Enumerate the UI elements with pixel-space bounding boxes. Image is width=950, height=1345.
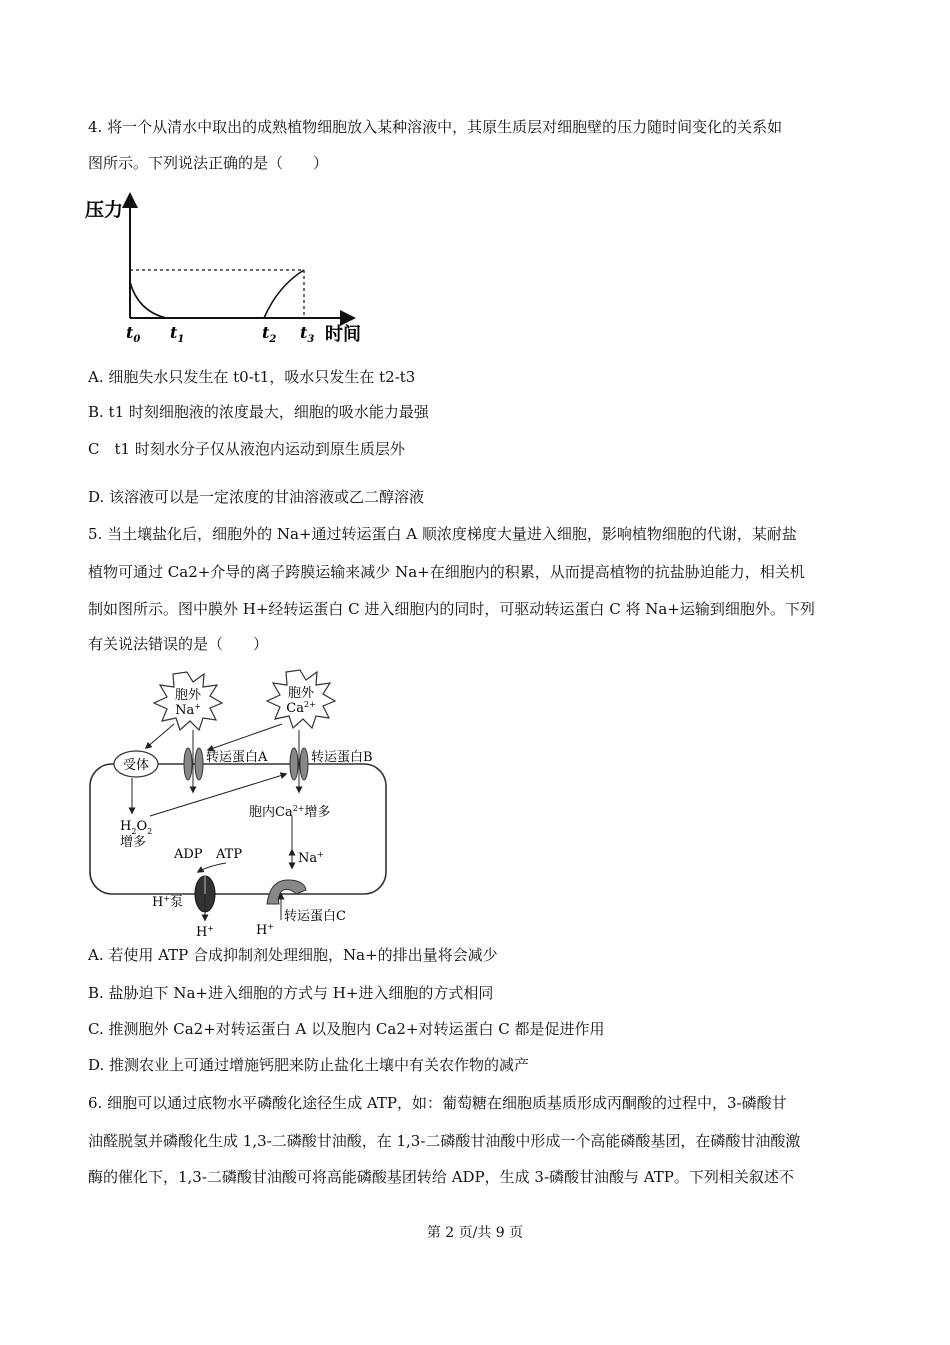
atp-label: ATP [216,847,243,862]
q5-option-c: C. 推测胞外 Ca2+对转运蛋白 A 以及胞内 Ca2+对转运蛋白 C 都是促进作用 [88,1020,605,1038]
q6-stem-line-2: 油醛脱氢并磷酸化生成 1,3-二磷酸甘油酸，在 1,3-二磷酸甘油酸中形成一个高能磷酸基团，在磷酸甘油酸激 [88,1132,801,1150]
q5-option-b: B. 盐胁迫下 Na+进入细胞的方式与 H+进入细胞的方式相同 [88,984,494,1002]
q4-stem-line-1: 4. 将一个从清水中取出的成熟植物细胞放入某种溶液中，其原生质层对细胞壁的压力随时间变化的关系如 [88,118,783,136]
outside-ca-label-2: $Ca^{2+}$ [286,700,316,716]
q5-stem-line-1: 5. 当土壤盐化后，细胞外的 Na+通过转运蛋白 A 顺浓度梯度大量进入细胞，影响植物细胞的代谢，某耐盐 [88,525,797,543]
q5-stem-line-4: 有关说法错误的是（ ） [88,635,269,653]
h-outside-label-1: H+ [196,924,215,940]
q5-ion-transport-diagram [86,668,398,940]
adp-label: ADP [174,847,203,862]
arrow-na-to-receptor [146,724,174,748]
outside-na-label-2: Na+ [175,702,201,718]
h2o2-increase-label: 增多 [120,835,147,850]
page-footer: 第 2 页/共 9 页 [426,1225,524,1241]
transport-protein-a-left [184,748,192,780]
y-axis-label: 压力 [85,199,124,221]
q5-option-a: A. 若使用 ATP 合成抑制剂处理细胞，Na+的排出量将会减少 [88,946,498,964]
outside-ca-label-1: 胞外 [287,686,315,701]
h-outside-label-2: H+ [256,922,275,938]
h2o2-label: $H_2O_2$ [120,819,153,836]
inside-ca-label: 胞内$Ca^{2+}$增多 [249,804,331,820]
q4-option-b: B. t1 时刻细胞液的浓度最大，细胞的吸水能力最强 [88,403,429,421]
transport-protein-a-right [195,748,203,780]
atp-adp-arrow [198,863,226,872]
q4-option-a: A. 细胞失水只发生在 t0-t1，吸水只发生在 t2-t3 [88,368,416,386]
transport-protein-b-label: 转运蛋白B [311,750,373,765]
q4-pressure-graph [82,188,382,358]
transport-protein-b-left [290,748,298,780]
transport-protein-c [267,880,306,904]
q4-stem-line-2: 图所示。下列说法正确的是（ ） [88,154,329,172]
h-pump-label: H+泵 [152,894,184,910]
curve-decline [130,282,166,318]
q6-stem-line-1: 6. 细胞可以通过底物水平磷酸化途径生成 ATP，如：葡萄糖在细胞质基质形成丙酮酸的过程中，3-磷酸甘 [88,1094,787,1112]
transport-protein-b-right [300,748,308,780]
q4-option-c: C t1 时刻水分子仅从液泡内运动到原生质层外 [88,440,405,458]
arrow-ca-to-a [208,724,282,750]
q4-option-d: D. 该溶液可以是一定浓度的甘油溶液或乙二醇溶液 [88,488,425,506]
q6-stem-line-3: 酶的催化下，1,3-二磷酸甘油酸可将高能磷酸基团转给 ADP，生成 3-磷酸甘油酸与 ATP。下列相关叙述不 [88,1168,794,1186]
na-inside-label: Na+ [298,850,324,866]
tick-t1: $t_1$ [170,323,185,345]
transport-protein-c-label: 转运蛋白C [284,909,346,924]
q5-stem-line-3: 制如图所示。图中膜外 H+经转运蛋白 C 进入细胞内的同时，可驱动转运蛋白 C 将 Na+运输到细胞外。下列 [88,600,815,618]
receptor-label: 受体 [122,758,150,773]
tick-t0: $t_0$ [126,323,141,345]
outside-na-label-1: 胞外 [174,688,202,703]
tick-t2: $t_2$ [262,323,277,345]
transport-protein-a-label: 转运蛋白A [206,750,268,765]
x-axis-label: 时间 [325,324,361,345]
q5-stem-line-2: 植物可通过 Ca2+介导的离子跨膜运输来减少 Na+在细胞内的积累，从而提高植物的抗盐胁迫能力，相关机 [88,563,805,581]
tick-t3: $t_3$ [300,323,315,345]
curve-rise [264,270,304,318]
q5-option-d: D. 推测农业上可通过增施钙肥来防止盐化土壤中有关农作物的减产 [88,1056,530,1074]
